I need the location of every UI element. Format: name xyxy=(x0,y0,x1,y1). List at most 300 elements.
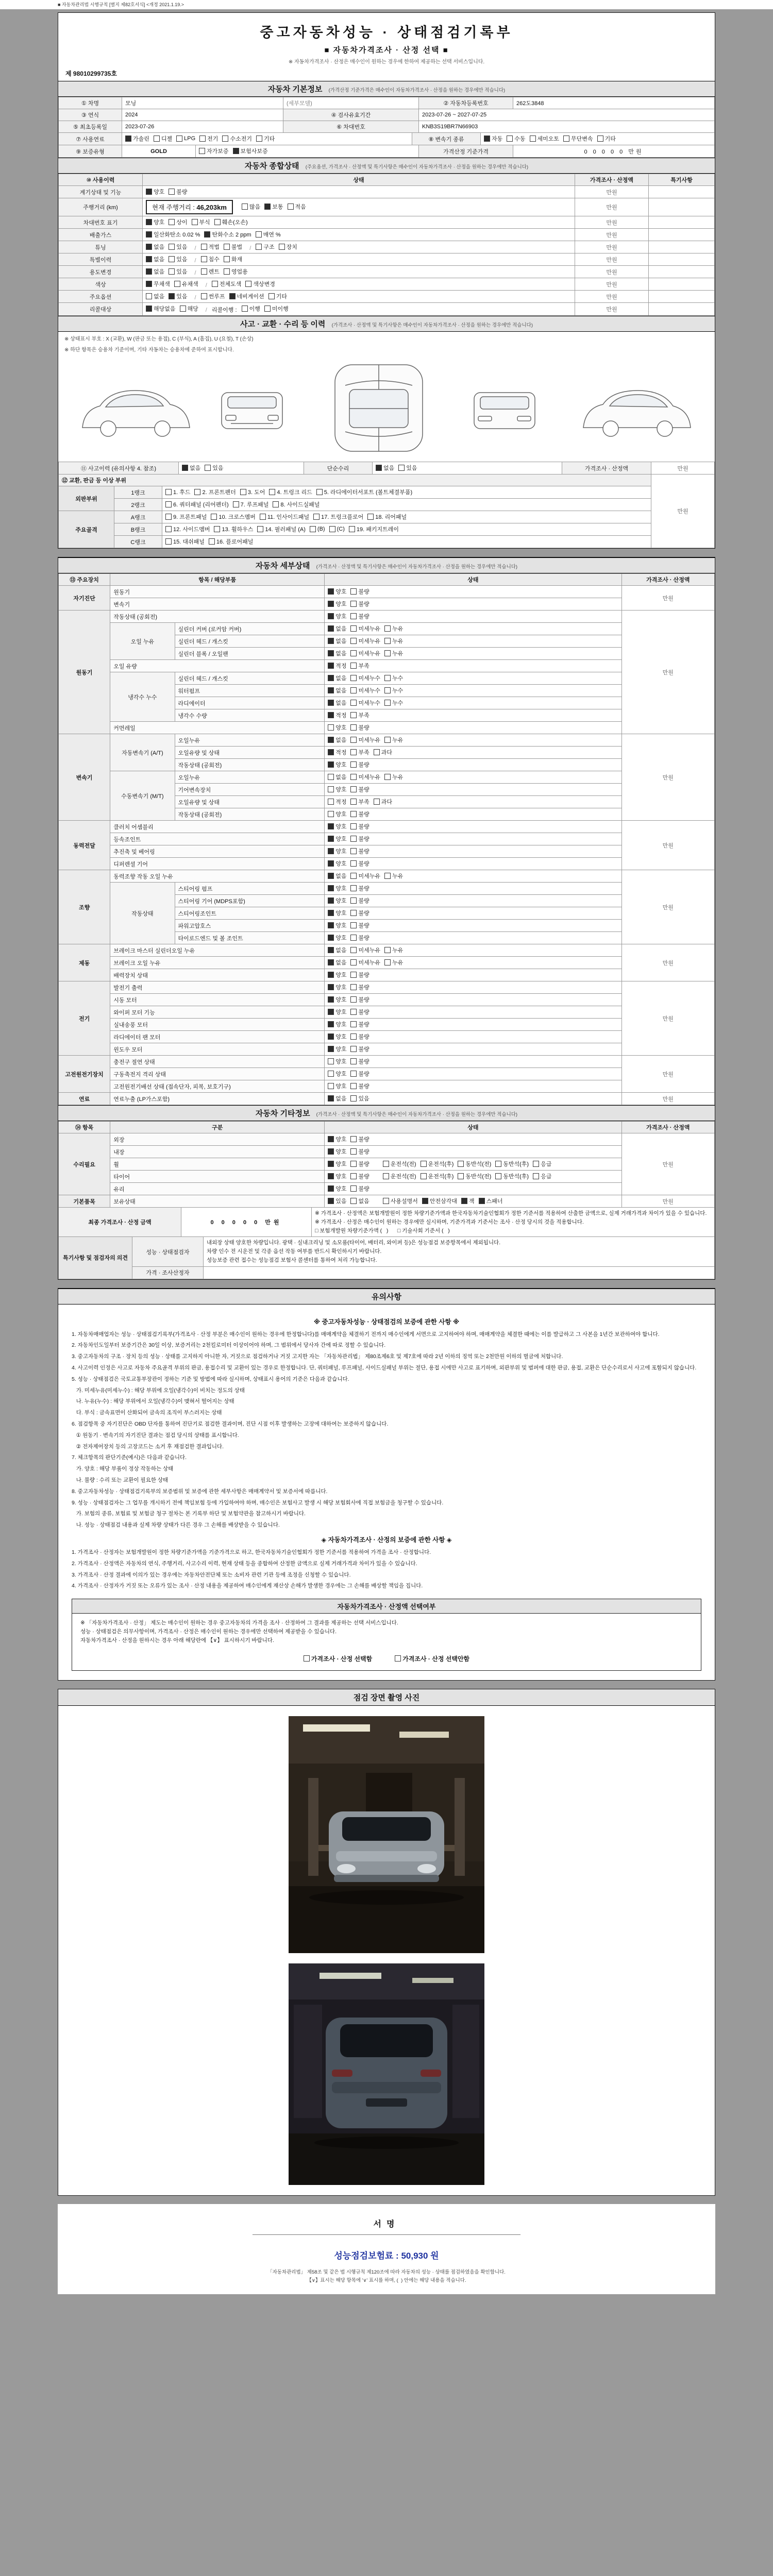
checkbox-option[interactable] xyxy=(201,243,220,251)
checkbox-box[interactable] xyxy=(328,885,334,891)
checkbox-box[interactable] xyxy=(350,935,357,941)
checkbox-box[interactable] xyxy=(165,538,172,545)
checkbox-option[interactable] xyxy=(224,267,248,276)
checkbox-box[interactable] xyxy=(350,1136,357,1142)
checkbox-option[interactable] xyxy=(350,1045,369,1053)
checkbox-box[interactable] xyxy=(328,1095,334,1101)
checkbox-option[interactable] xyxy=(350,711,369,719)
checkbox-option[interactable] xyxy=(328,1160,346,1168)
checkbox-option[interactable] xyxy=(350,1082,369,1090)
checkbox-option[interactable] xyxy=(146,255,164,263)
checkbox-option[interactable] xyxy=(350,1147,369,1156)
checkbox-box[interactable] xyxy=(169,189,175,195)
checkbox-box[interactable] xyxy=(199,135,206,142)
checkbox-box[interactable] xyxy=(328,996,334,1003)
checkbox-box[interactable] xyxy=(384,675,391,681)
checkbox-option[interactable] xyxy=(395,1654,469,1663)
checkbox-box[interactable] xyxy=(209,538,215,545)
checkbox-box[interactable] xyxy=(328,959,334,965)
checkbox-box[interactable] xyxy=(350,761,357,768)
checkbox-box[interactable] xyxy=(233,501,239,507)
checkbox-option[interactable] xyxy=(383,1160,416,1168)
checkbox-option[interactable] xyxy=(310,526,325,532)
signature-line[interactable] xyxy=(253,2234,520,2235)
checkbox-box[interactable] xyxy=(313,514,320,520)
checkbox-box[interactable] xyxy=(328,984,334,990)
checkbox-option[interactable] xyxy=(328,971,346,979)
checkbox-box[interactable] xyxy=(214,219,221,225)
checkbox-box[interactable] xyxy=(350,1046,357,1052)
checkbox-box[interactable] xyxy=(350,786,357,792)
checkbox-option[interactable] xyxy=(328,773,346,781)
checkbox-box[interactable] xyxy=(349,526,355,532)
checkbox-option[interactable] xyxy=(350,1032,369,1041)
checkbox-box[interactable] xyxy=(201,256,207,262)
checkbox-box[interactable] xyxy=(350,724,357,731)
checkbox-option[interactable] xyxy=(350,958,380,967)
checkbox-box[interactable] xyxy=(384,638,391,644)
checkbox-box[interactable] xyxy=(484,135,490,142)
checkbox-option[interactable] xyxy=(350,798,369,806)
checkbox-option[interactable] xyxy=(384,773,403,781)
checkbox-box[interactable] xyxy=(350,1198,357,1204)
checkbox-box[interactable] xyxy=(350,700,357,706)
checkbox-box[interactable] xyxy=(350,737,357,743)
checkbox-box[interactable] xyxy=(350,836,357,842)
checkbox-box[interactable] xyxy=(242,306,248,312)
checkbox-option[interactable] xyxy=(350,760,369,769)
checkbox-option[interactable] xyxy=(328,1057,346,1065)
checkbox-option[interactable] xyxy=(328,859,346,868)
checkbox-option[interactable] xyxy=(201,292,225,300)
checkbox-box[interactable] xyxy=(328,724,334,731)
checkbox-option[interactable] xyxy=(174,280,198,288)
checkbox-box[interactable] xyxy=(328,1021,334,1027)
checkbox-option[interactable] xyxy=(350,1135,369,1143)
checkbox-box[interactable] xyxy=(350,1058,357,1064)
checkbox-option[interactable] xyxy=(146,267,164,276)
checkbox-option[interactable] xyxy=(328,1172,346,1180)
checkbox-option[interactable] xyxy=(328,1008,346,1016)
checkbox-option[interactable] xyxy=(313,513,363,521)
checkbox-box[interactable] xyxy=(350,1033,357,1040)
checkbox-box[interactable] xyxy=(328,947,334,953)
checkbox-option[interactable] xyxy=(328,600,346,608)
checkbox-option[interactable] xyxy=(350,1020,369,1028)
checkbox-option[interactable] xyxy=(350,884,369,892)
checkbox-option[interactable] xyxy=(209,537,253,546)
checkbox-box[interactable] xyxy=(192,219,198,225)
checkbox-box[interactable] xyxy=(374,749,380,755)
checkbox-option[interactable] xyxy=(279,243,297,251)
checkbox-option[interactable] xyxy=(328,921,346,929)
checkbox-box[interactable] xyxy=(256,135,262,142)
checkbox-box[interactable] xyxy=(350,823,357,829)
checkbox-box[interactable] xyxy=(328,836,334,842)
checkbox-box[interactable] xyxy=(384,873,391,879)
checkbox-box[interactable] xyxy=(165,501,172,507)
checkbox-box[interactable] xyxy=(224,256,230,262)
checkbox-option[interactable] xyxy=(350,674,380,682)
checkbox-box[interactable] xyxy=(328,638,334,644)
checkbox-option[interactable] xyxy=(169,243,187,251)
checkbox-box[interactable] xyxy=(350,947,357,953)
checkbox-option[interactable] xyxy=(484,134,502,143)
checkbox-option[interactable] xyxy=(256,243,274,251)
checkbox-option[interactable] xyxy=(245,280,275,288)
checkbox-option[interactable] xyxy=(328,637,346,645)
checkbox-option[interactable] xyxy=(350,983,369,991)
checkbox-option[interactable] xyxy=(384,637,403,645)
checkbox-option[interactable] xyxy=(328,810,346,818)
checkbox-option[interactable] xyxy=(350,1094,369,1103)
checkbox-option[interactable] xyxy=(376,464,394,472)
checkbox-box[interactable] xyxy=(224,244,230,250)
checkbox-box[interactable] xyxy=(350,922,357,928)
checkbox-box[interactable] xyxy=(328,860,334,867)
checkbox-option[interactable] xyxy=(165,537,205,546)
checkbox-option[interactable] xyxy=(146,243,164,251)
checkbox-option[interactable] xyxy=(384,872,403,880)
checkbox-box[interactable] xyxy=(211,514,217,520)
checkbox-box[interactable] xyxy=(328,897,334,904)
checkbox-box[interactable] xyxy=(328,823,334,829)
checkbox-box[interactable] xyxy=(245,281,251,287)
checkbox-box[interactable] xyxy=(350,1095,357,1101)
checkbox-option[interactable] xyxy=(328,896,346,905)
checkbox-option[interactable] xyxy=(530,134,560,143)
checkbox-option[interactable] xyxy=(328,612,346,620)
checkbox-option[interactable] xyxy=(328,674,346,682)
checkbox-option[interactable] xyxy=(165,513,207,521)
checkbox-option[interactable] xyxy=(328,711,346,719)
checkbox-box[interactable] xyxy=(350,910,357,916)
checkbox-box[interactable] xyxy=(458,1161,464,1167)
checkbox-option[interactable] xyxy=(242,202,260,211)
checkbox-box[interactable] xyxy=(169,219,175,225)
checkbox-option[interactable] xyxy=(260,513,309,521)
checkbox-box[interactable] xyxy=(146,281,152,287)
checkbox-box[interactable] xyxy=(304,1655,310,1662)
checkbox-option[interactable] xyxy=(328,1184,346,1193)
checkbox-box[interactable] xyxy=(350,1071,357,1077)
checkbox-box[interactable] xyxy=(328,873,334,879)
checkbox-box[interactable] xyxy=(328,749,334,755)
checkbox-option[interactable] xyxy=(146,280,170,288)
checkbox-option[interactable] xyxy=(350,773,380,781)
checkbox-option[interactable] xyxy=(146,292,164,300)
checkbox-box[interactable] xyxy=(205,465,211,471)
checkbox-box[interactable] xyxy=(328,774,334,780)
checkbox-option[interactable] xyxy=(211,513,255,521)
checkbox-box[interactable] xyxy=(533,1161,539,1167)
checkbox-option[interactable] xyxy=(350,971,369,979)
checkbox-box[interactable] xyxy=(328,1198,334,1204)
checkbox-box[interactable] xyxy=(384,650,391,656)
checkbox-option[interactable] xyxy=(328,798,346,806)
checkbox-option[interactable] xyxy=(350,872,380,880)
checkbox-option[interactable] xyxy=(214,525,253,533)
checkbox-option[interactable] xyxy=(169,188,187,196)
checkbox-option[interactable] xyxy=(233,500,269,509)
checkbox-box[interactable] xyxy=(146,231,152,238)
checkbox-option[interactable] xyxy=(350,1070,369,1078)
checkbox-box[interactable] xyxy=(328,625,334,632)
checkbox-box[interactable] xyxy=(350,650,357,656)
checkbox-option[interactable] xyxy=(350,1172,369,1180)
checkbox-box[interactable] xyxy=(169,293,175,299)
checkbox-option[interactable] xyxy=(350,909,369,917)
checkbox-box[interactable] xyxy=(279,244,285,250)
checkbox-option[interactable] xyxy=(384,958,403,967)
checkbox-option[interactable] xyxy=(384,686,403,694)
checkbox-option[interactable] xyxy=(201,255,220,263)
checkbox-box[interactable] xyxy=(328,1046,334,1052)
checkbox-box[interactable] xyxy=(350,860,357,867)
checkbox-box[interactable] xyxy=(350,601,357,607)
checkbox-option[interactable] xyxy=(146,304,176,313)
checkbox-option[interactable] xyxy=(328,662,346,670)
checkbox-box[interactable] xyxy=(328,663,334,669)
checkbox-box[interactable] xyxy=(328,1136,334,1142)
checkbox-option[interactable] xyxy=(350,995,369,1004)
checkbox-option[interactable] xyxy=(350,1057,369,1065)
checkbox-box[interactable] xyxy=(383,1198,389,1204)
checkbox-option[interactable] xyxy=(328,847,346,855)
checkbox-option[interactable] xyxy=(222,134,252,143)
checkbox-option[interactable] xyxy=(350,624,380,633)
checkbox-option[interactable] xyxy=(169,255,187,263)
checkbox-option[interactable] xyxy=(328,909,346,917)
checkbox-option[interactable] xyxy=(374,748,392,756)
checkbox-option[interactable] xyxy=(328,1045,346,1053)
checkbox-option[interactable] xyxy=(374,798,392,806)
checkbox-box[interactable] xyxy=(328,700,334,706)
checkbox-box[interactable] xyxy=(384,774,391,780)
checkbox-box[interactable] xyxy=(146,306,152,312)
checkbox-option[interactable] xyxy=(597,134,616,143)
checkbox-box[interactable] xyxy=(146,219,152,225)
checkbox-option[interactable] xyxy=(125,134,149,143)
checkbox-box[interactable] xyxy=(384,959,391,965)
checkbox-box[interactable] xyxy=(268,293,275,299)
checkbox-box[interactable] xyxy=(395,1655,401,1662)
checkbox-option[interactable] xyxy=(229,292,264,300)
checkbox-option[interactable] xyxy=(165,525,210,533)
checkbox-box[interactable] xyxy=(222,135,228,142)
checkbox-option[interactable] xyxy=(169,218,187,226)
checkbox-box[interactable] xyxy=(146,189,152,195)
checkbox-option[interactable] xyxy=(288,202,306,211)
checkbox-option[interactable] xyxy=(328,748,346,756)
checkbox-box[interactable] xyxy=(350,687,357,693)
checkbox-box[interactable] xyxy=(597,135,603,142)
checkbox-box[interactable] xyxy=(328,737,334,743)
checkbox-box[interactable] xyxy=(328,712,334,718)
checkbox-option[interactable] xyxy=(350,934,369,942)
checkbox-option[interactable] xyxy=(182,464,200,472)
checkbox-option[interactable] xyxy=(328,760,346,769)
checkbox-option[interactable] xyxy=(328,624,346,633)
checkbox-option[interactable] xyxy=(169,292,187,300)
checkbox-option[interactable] xyxy=(495,1160,529,1168)
checkbox-box[interactable] xyxy=(328,922,334,928)
checkbox-box[interactable] xyxy=(199,148,205,154)
checkbox-box[interactable] xyxy=(194,489,200,495)
checkbox-option[interactable] xyxy=(350,822,369,831)
checkbox-option[interactable] xyxy=(383,1172,416,1180)
checkbox-option[interactable] xyxy=(328,1135,346,1143)
checkbox-box[interactable] xyxy=(242,204,248,210)
checkbox-option[interactable] xyxy=(204,230,251,239)
checkbox-box[interactable] xyxy=(350,1161,357,1167)
checkbox-option[interactable] xyxy=(398,464,417,472)
checkbox-option[interactable] xyxy=(384,649,403,657)
checkbox-option[interactable] xyxy=(350,587,369,596)
checkbox-option[interactable] xyxy=(350,600,369,608)
checkbox-option[interactable] xyxy=(328,649,346,657)
checkbox-box[interactable] xyxy=(328,1185,334,1192)
checkbox-option[interactable] xyxy=(268,292,287,300)
checkbox-box[interactable] xyxy=(350,972,357,978)
checkbox-box[interactable] xyxy=(224,268,230,275)
checkbox-option[interactable] xyxy=(199,134,218,143)
checkbox-box[interactable] xyxy=(328,1161,334,1167)
checkbox-option[interactable] xyxy=(458,1160,491,1168)
checkbox-option[interactable] xyxy=(383,1197,418,1205)
checkbox-box[interactable] xyxy=(125,135,131,142)
checkbox-box[interactable] xyxy=(422,1198,428,1204)
checkbox-option[interactable] xyxy=(533,1160,551,1168)
checkbox-option[interactable] xyxy=(214,218,248,226)
checkbox-box[interactable] xyxy=(204,231,210,238)
checkbox-option[interactable] xyxy=(350,1160,369,1168)
checkbox-box[interactable] xyxy=(350,588,357,595)
checkbox-box[interactable] xyxy=(328,1071,334,1077)
checkbox-box[interactable] xyxy=(229,293,236,299)
checkbox-option[interactable] xyxy=(192,218,210,226)
checkbox-box[interactable] xyxy=(273,501,279,507)
checkbox-box[interactable] xyxy=(316,489,323,495)
checkbox-box[interactable] xyxy=(154,135,160,142)
checkbox-option[interactable] xyxy=(328,785,346,793)
checkbox-box[interactable] xyxy=(383,1173,389,1179)
checkbox-option[interactable] xyxy=(458,1172,491,1180)
checkbox-box[interactable] xyxy=(165,514,172,520)
checkbox-box[interactable] xyxy=(350,1148,357,1155)
checkbox-option[interactable] xyxy=(328,934,346,942)
checkbox-option[interactable] xyxy=(350,835,369,843)
checkbox-option[interactable] xyxy=(328,587,346,596)
checkbox-box[interactable] xyxy=(328,799,334,805)
checkbox-option[interactable] xyxy=(533,1172,551,1180)
checkbox-option[interactable] xyxy=(507,134,525,143)
checkbox-option[interactable] xyxy=(350,810,369,818)
checkbox-box[interactable] xyxy=(165,526,172,532)
checkbox-box[interactable] xyxy=(384,625,391,632)
checkbox-box[interactable] xyxy=(146,256,152,262)
checkbox-box[interactable] xyxy=(350,1083,357,1089)
checkbox-box[interactable] xyxy=(146,244,152,250)
checkbox-option[interactable] xyxy=(328,1032,346,1041)
checkbox-box[interactable] xyxy=(169,268,175,275)
checkbox-option[interactable] xyxy=(328,1082,346,1090)
checkbox-box[interactable] xyxy=(563,135,569,142)
checkbox-box[interactable] xyxy=(288,204,294,210)
checkbox-box[interactable] xyxy=(383,1161,389,1167)
checkbox-box[interactable] xyxy=(374,799,380,805)
checkbox-option[interactable] xyxy=(316,488,412,496)
checkbox-option[interactable] xyxy=(201,267,220,276)
checkbox-box[interactable] xyxy=(201,293,207,299)
checkbox-box[interactable] xyxy=(350,712,357,718)
checkbox-option[interactable] xyxy=(328,822,346,831)
checkbox-box[interactable] xyxy=(350,811,357,817)
checkbox-option[interactable] xyxy=(350,736,380,744)
checkbox-box[interactable] xyxy=(169,256,175,262)
checkbox-option[interactable] xyxy=(233,147,268,155)
checkbox-option[interactable] xyxy=(328,884,346,892)
checkbox-option[interactable] xyxy=(328,835,346,843)
checkbox-box[interactable] xyxy=(257,526,263,532)
checkbox-option[interactable] xyxy=(384,736,403,744)
checkbox-option[interactable] xyxy=(461,1197,475,1205)
checkbox-box[interactable] xyxy=(384,947,391,953)
checkbox-box[interactable] xyxy=(350,873,357,879)
checkbox-option[interactable] xyxy=(224,243,242,251)
checkbox-option[interactable] xyxy=(257,525,306,533)
checkbox-option[interactable] xyxy=(242,304,260,313)
checkbox-box[interactable] xyxy=(169,244,175,250)
checkbox-box[interactable] xyxy=(350,774,357,780)
checkbox-box[interactable] xyxy=(328,761,334,768)
checkbox-box[interactable] xyxy=(398,465,405,471)
checkbox-box[interactable] xyxy=(165,489,172,495)
checkbox-box[interactable] xyxy=(328,910,334,916)
checkbox-box[interactable] xyxy=(495,1173,501,1179)
checkbox-box[interactable] xyxy=(350,996,357,1003)
checkbox-box[interactable] xyxy=(328,675,334,681)
checkbox-box[interactable] xyxy=(328,613,334,619)
checkbox-box[interactable] xyxy=(328,1033,334,1040)
checkbox-option[interactable] xyxy=(328,1020,346,1028)
checkbox-box[interactable] xyxy=(201,268,207,275)
checkbox-box[interactable] xyxy=(421,1173,427,1179)
checkbox-box[interactable] xyxy=(533,1173,539,1179)
checkbox-box[interactable] xyxy=(146,268,152,275)
checkbox-box[interactable] xyxy=(269,489,275,495)
checkbox-box[interactable] xyxy=(350,1185,357,1192)
checkbox-option[interactable] xyxy=(350,896,369,905)
checkbox-option[interactable] xyxy=(350,686,380,694)
checkbox-option[interactable] xyxy=(479,1197,503,1205)
checkbox-box[interactable] xyxy=(328,601,334,607)
checkbox-option[interactable] xyxy=(384,624,403,633)
checkbox-option[interactable] xyxy=(328,946,346,954)
checkbox-option[interactable] xyxy=(328,1094,346,1103)
checkbox-option[interactable] xyxy=(384,946,403,954)
checkbox-box[interactable] xyxy=(182,465,188,471)
checkbox-option[interactable] xyxy=(328,995,346,1004)
checkbox-option[interactable] xyxy=(350,637,380,645)
checkbox-option[interactable] xyxy=(328,723,346,732)
checkbox-option[interactable] xyxy=(328,1070,346,1078)
checkbox-option[interactable] xyxy=(269,488,312,496)
checkbox-option[interactable] xyxy=(180,304,198,313)
checkbox-box[interactable] xyxy=(350,885,357,891)
checkbox-box[interactable] xyxy=(328,848,334,854)
checkbox-box[interactable] xyxy=(384,687,391,693)
